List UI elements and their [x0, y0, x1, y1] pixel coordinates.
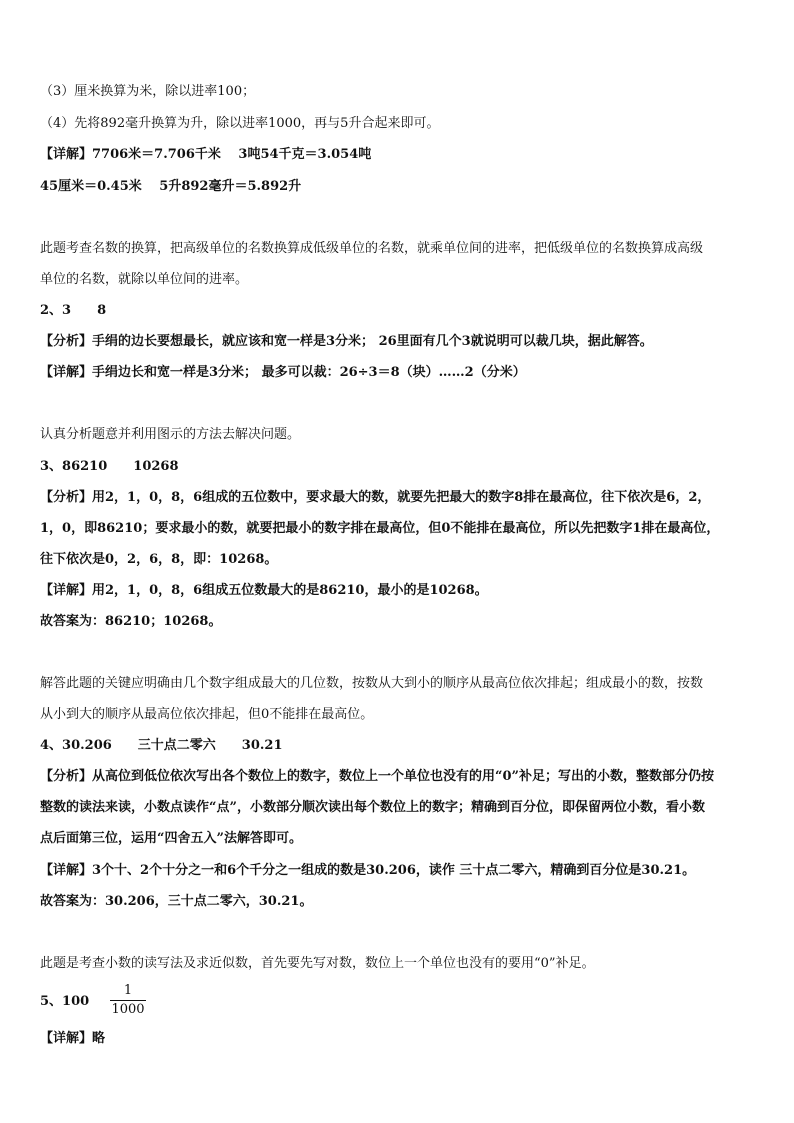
fraction-numerator: 1: [123, 983, 133, 998]
analysis-line: 整数的读法来读，小数点读作“点”，小数部分顺次读出每个数位上的数字；精确到百分位，即保留两位小数，看小数: [40, 800, 705, 815]
text-line: （4）先将892毫升换算为升，除以进率1000，再与5升合起来即可。: [40, 116, 440, 131]
question-answer-header: 5、100: [40, 994, 90, 1009]
comment-line: 此题考查名数的换算，把高级单位的名数换算成低级单位的名数，就乘单位间的进率，把低级单位的名数换算成高级: [40, 241, 704, 256]
question-answer-header: 4、30.206 三十点二零六 30.21: [40, 738, 283, 753]
answer-detail-line: 【详解】略: [40, 1031, 106, 1046]
answer-detail-line: 【详解】3个十、2个十分之一和6个千分之一组成的数是30.206，读作 三十点二零六，精确到百分位是30.21。: [40, 863, 696, 878]
analysis-line: 【分析】从高位到低位依次写出各个数位上的数字，数位上一个单位也没有的用“0”补足；写出的小数，整数部分仍按: [40, 769, 715, 784]
fraction-bar: [110, 1000, 146, 1001]
fraction-denominator: 1000: [111, 1002, 145, 1017]
comment-line: 从小到大的顺序从最高位依次排起，但0不能排在最高位。: [40, 707, 374, 722]
comment-line: 单位的名数，就除以单位间的进率。: [40, 272, 249, 287]
answer-detail-line: 【详解】手绢边长和宽一样是3分米； 最多可以裁：26÷3＝8（块）……2（分米）: [40, 365, 526, 380]
analysis-line: 【分析】用2，1，0，8，6组成的五位数中，要求最大的数，就要先把最大的数字8排在最高位，往下依次是6，2，: [40, 490, 711, 505]
analysis-line: 点后面第三位，运用“四舍五入”法解答即可。: [40, 831, 302, 846]
answer-detail-line: 45厘米＝0.45米 5升892毫升＝5.892升: [40, 179, 302, 194]
analysis-line: 【分析】手绢的边长要想最长，就应该和宽一样是3分米； 26里面有几个3就说明可以裁几块，据此解答。: [40, 334, 653, 349]
final-answer-line: 故答案为：86210；10268。: [40, 614, 222, 629]
comment-line: 此题是考查小数的读写法及求近似数，首先要先写对数，数位上一个单位也没有的要用“0”补足。: [40, 956, 595, 971]
answer-detail-line: 【详解】用2，1，0，8，6组成五位数最大的是86210，最小的是10268。: [40, 583, 488, 598]
question-answer-header: 3、86210 10268: [40, 459, 179, 474]
answer-detail-line: 【详解】7706米＝7.706千米 3吨54千克＝3.054吨: [40, 147, 372, 162]
question-answer-header: 2、3 8: [40, 303, 107, 318]
analysis-line: 往下依次是0，2，6，8，即：10268。: [40, 552, 278, 567]
text-line: （3）厘米换算为米，除以进率100；: [40, 84, 256, 99]
comment-line: 解答此题的关键应明确由几个数字组成最大的几位数，按数从大到小的顺序从最高位依次排起；组成最小的数，按数: [40, 676, 704, 691]
fraction: [110, 983, 146, 1018]
final-answer-line: 故答案为：30.206，三十点二零六，30.21。: [40, 894, 313, 909]
analysis-line: 1，0，即86210；要求最小的数，就要把最小的数字排在最高位，但0不能排在最高位，所以先把数字1排在最高位，: [40, 521, 720, 536]
comment-line: 认真分析题意并利用图示的方法去解决问题。: [40, 427, 301, 442]
